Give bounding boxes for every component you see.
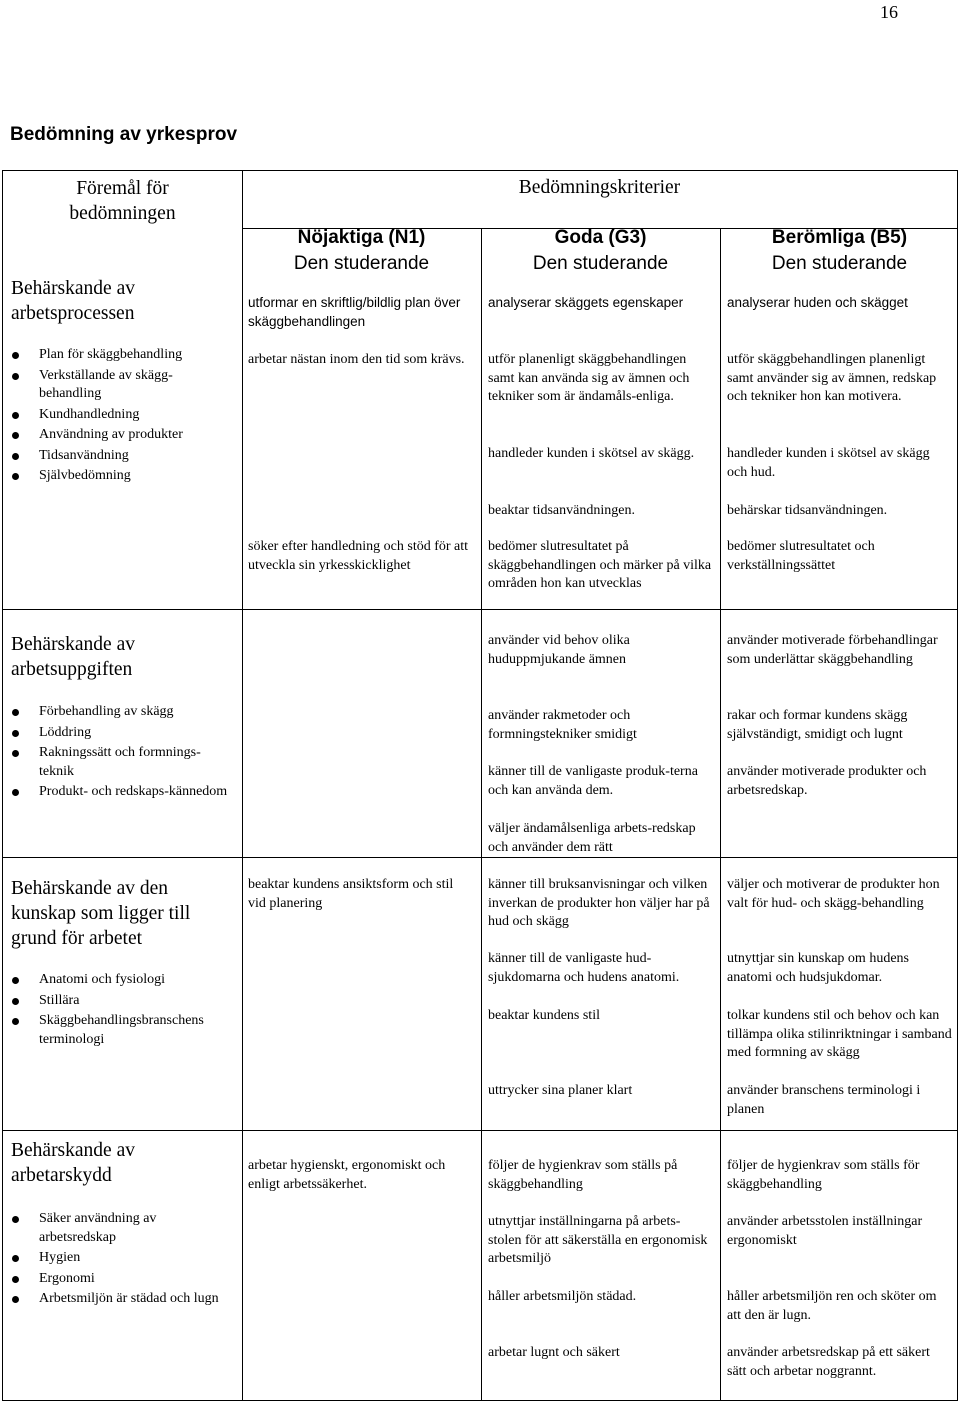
list-item: Säker användning av arbetsredskap xyxy=(6,1210,231,1247)
row-divider-section-2 xyxy=(3,609,957,610)
bullet-list-safety xyxy=(6,1210,231,1311)
list-item: Kundhandledning xyxy=(6,406,231,425)
intro-n1: utformar en skriftlig/bildlig plan över skäggbehandlingen xyxy=(248,295,461,329)
criterion-n1: arbetar nästan inom den tid som krävs. xyxy=(248,352,465,367)
list-item: Löddring xyxy=(6,724,231,743)
list-item: Anatomi och fysiologi xyxy=(6,971,238,990)
criterion-g3: använder rakmetoder och formningstekniker smidigt xyxy=(488,708,637,742)
criterion-g3: handleder kunden i skötsel av skägg. xyxy=(488,446,695,461)
criterion-g3: känner till de vanligaste produk-terna och kan använda dem. xyxy=(488,764,698,798)
section-title-process: Behärskande av arbetsprocessen xyxy=(11,278,135,324)
criterion-g3: håller arbetsmiljön städad. xyxy=(488,1289,637,1304)
criterion-n1: beaktar kundens ansiktsform och stil vid planering xyxy=(248,877,454,911)
criterion-b5: använder motiverade produkter och arbetsredskap. xyxy=(727,764,927,798)
row-divider-section-4 xyxy=(3,1130,957,1131)
row-divider-section-3 xyxy=(3,857,957,858)
assessment-table xyxy=(2,170,958,1401)
criterion-b5: använder branschens terminologi i planen xyxy=(727,1083,921,1117)
criterion-b5: utför skäggbehandlingen planenligt samt använder sig av ämnen, redskap och tekniker hon kan motivera. xyxy=(727,352,937,404)
criterion-g3: följer de hygienkrav som ställs på skäggbehandling xyxy=(488,1158,678,1192)
criterion-b5: tolkar kundens stil och behov och kan tillämpa olika stilinriktningar i samband med formning av skägg xyxy=(727,1008,952,1060)
column-divider-object xyxy=(242,171,243,1400)
list-item: Ergonomi xyxy=(6,1270,231,1289)
column-divider-n1 xyxy=(481,228,482,1400)
bullet-list-task xyxy=(6,703,231,804)
list-item: Rakningssätt och formnings-teknik xyxy=(6,744,231,781)
bullet-list-knowledge xyxy=(6,971,238,1051)
criterion-b5: håller arbetsmiljön ren och sköter om att den är lugn. xyxy=(727,1289,937,1323)
list-item: Hygien xyxy=(6,1249,231,1268)
object-column-header: Föremål för bedömningen xyxy=(69,178,176,224)
criterion-g3: utnyttjar inställningarna på arbets-stolen för att säkerställa en ergonomisk arbetsmiljö xyxy=(488,1214,708,1266)
student-label-g3: Den studerande xyxy=(532,253,669,274)
list-item: Stillära xyxy=(6,992,238,1011)
criterion-n1: söker efter handledning och stöd för att utveckla sin yrkesskicklighet xyxy=(248,539,469,573)
student-label-b5: Den studerande xyxy=(771,253,908,274)
list-item: Plan för skäggbehandling xyxy=(6,346,231,365)
criterion-g3: utför planenligt skäggbehandlingen samt kan använda sig av ämnen och tekniker som är ändamåls-enliga. xyxy=(488,352,690,404)
section-title-task: Behärskande av arbetsuppgiften xyxy=(11,634,135,680)
intro-g3: analyserar skäggets egenskaper xyxy=(488,295,684,310)
criterion-b5: handleder kunden i skötsel av skägg och hud. xyxy=(727,446,930,480)
list-item: Arbetsmiljön är städad och lugn xyxy=(6,1290,231,1309)
criterion-b5: utnyttjar sin kunskap om hudens anatomi och hudsjukdomar. xyxy=(727,951,909,985)
criterion-g3: väljer ändamålsenliga arbets-redskap och använder dem rätt xyxy=(488,821,696,855)
level-g3-header: Goda (G3) xyxy=(554,227,647,248)
criterion-g3: beaktar kundens stil xyxy=(488,1008,600,1023)
list-item: Verkställande av skägg-behandling xyxy=(6,367,231,404)
criterion-b5: rakar och formar kundens skägg självständigt, smidigt och lugnt xyxy=(727,708,908,742)
criterion-b5: följer de hygienkrav som ställs för skäggbehandling xyxy=(727,1158,920,1192)
criterion-b5: väljer och motiverar de produkter hon valt för hud- och skägg-behandling xyxy=(727,877,940,911)
level-n1-header: Nöjaktiga (N1) xyxy=(297,227,426,248)
list-item: Skäggbehandlingsbranschens terminologi xyxy=(6,1012,238,1049)
list-item: Användning av produkter xyxy=(6,426,231,445)
criteria-header: Bedömningskriterier xyxy=(518,177,681,198)
criterion-b5: bedömer slutresultatet och verkställningssättet xyxy=(727,539,875,573)
criterion-g3: använder vid behov olika huduppmjukande ämnen xyxy=(488,633,630,667)
criterion-b5: använder arbetsredskap på ett säkert sätt och arbetar noggrannt. xyxy=(727,1345,930,1379)
criterion-b5: behärskar tidsanvändningen. xyxy=(727,503,888,518)
intro-b5: analyserar huden och skägget xyxy=(727,295,908,310)
list-item: Tidsanvändning xyxy=(6,447,231,466)
list-item: Produkt- och redskaps-kännedom xyxy=(6,783,231,802)
criterion-g3: känner till bruksanvisningar och vilken inverkan de produkter hon väljer har på hud och skägg xyxy=(488,877,710,929)
criterion-n1: arbetar hygienskt, ergonomiskt och enligt arbetssäkerhet. xyxy=(248,1158,446,1192)
page-number: 16 xyxy=(880,2,898,22)
criterion-b5: använder arbetsstolen inställningar ergonomiskt xyxy=(727,1214,923,1248)
criterion-g3: beaktar tidsanvändningen. xyxy=(488,503,635,518)
criterion-g3: bedömer slutresultatet på skäggbehandlingen och märker på vilka områden hon kan utvecklas xyxy=(488,539,712,591)
criterion-g3: arbetar lugnt och säkert xyxy=(488,1345,620,1360)
criterion-b5: använder motiverade förbehandlingar som underlättar skäggbehandling xyxy=(727,633,938,667)
level-b5-header: Berömliga (B5) xyxy=(771,227,908,248)
section-title-safety: Behärskande av arbetarskydd xyxy=(11,1140,135,1186)
bullet-list-process xyxy=(6,346,231,488)
list-item: Självbedömning xyxy=(6,467,231,486)
document-title: Bedömning av yrkesprov xyxy=(10,124,238,145)
criterion-g3: känner till de vanligaste hud-sjukdomarna och hudens anatomi. xyxy=(488,951,680,985)
section-title-knowledge: Behärskande av den kunskap som ligger till grund för arbetet xyxy=(11,878,191,949)
student-label-n1: Den studerande xyxy=(293,253,430,274)
list-item: Förbehandling av skägg xyxy=(6,703,231,722)
column-divider-g3 xyxy=(720,228,721,1400)
criterion-g3: uttrycker sina planer klart xyxy=(488,1083,633,1098)
